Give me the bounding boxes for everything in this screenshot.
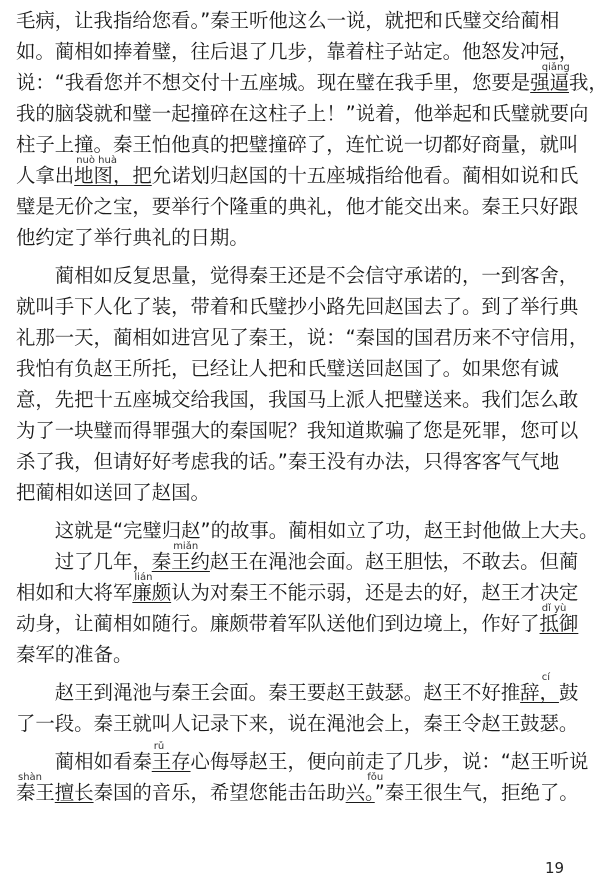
- page-number: 19: [545, 859, 565, 877]
- annotated-word: 地图，把: [74, 164, 152, 187]
- annotated-word: 兴。: [345, 781, 375, 804]
- pinyin-annotation: lián: [134, 572, 153, 583]
- text-line: 礼那一天，蔺相如进宫见了秦王，说：“秦国的国君历来不守信用，: [16, 326, 589, 349]
- pinyin-annotation: shàn: [18, 772, 43, 783]
- pinyin-annotation: fǒu: [367, 772, 384, 783]
- text-line: 意，先把十五座城交给我国，我国马上派人把璧送来。我们怎么敢: [16, 388, 579, 411]
- text-line: 我怕有负赵王所托，已经让人把和氏璧送回赵国了。如果您有诚: [16, 357, 559, 380]
- annotated-word: 抵御: [539, 612, 579, 635]
- text-line: 璧是无价之宝，要举行个隆重的典礼，他才能交出来。秦王只好跟: [16, 195, 579, 218]
- text-line: 蔺相如反复思量，觉得秦王还是不会信守承诺的，一到客舍，: [16, 264, 579, 287]
- annotated-word: 王存: [151, 750, 191, 773]
- text-line: 如。蔺相如捧着璧，往后退了几步，靠着柱子站定。他怒发冲冠，: [16, 40, 579, 63]
- annotated-word: 擅长: [54, 781, 94, 804]
- text-line: 过了几年，秦王约赵王在渑池会面。赵王胆怯，不敢去。但蔺: [16, 550, 579, 573]
- annotated-word: 廉颇: [132, 581, 172, 604]
- pinyin-annotation: qiǎng: [541, 62, 570, 73]
- text-line: 把蔺相如送回了赵国。: [16, 481, 210, 504]
- text-line: 赵王到渑池与秦王会面。秦王要赵王鼓瑟。赵王不好推辞，鼓: [16, 681, 579, 704]
- annotated-word: 秦王约: [151, 550, 210, 573]
- text-line: 柱子上撞。秦王怕他真的把璧撞碎了，连忙说一切都好商量，就叫: [16, 133, 579, 156]
- annotated-word: 辞，: [520, 681, 559, 704]
- text-line: 相如和大将军廉颇认为对秦王不能示弱，还是去的好，赵王才决定: [16, 581, 579, 604]
- text-line: 人拿出地图，把允诺划归赵国的十五座城指给他看。蔺相如说和氏: [16, 164, 579, 187]
- text-line: 这就是“完璧归赵”的故事。蔺相如立了功，赵王封他做上大夫。: [16, 519, 599, 542]
- pinyin-annotation: miǎn: [173, 541, 199, 552]
- text-line: 为了一块璧而得罪强大的秦国呢？我知道欺骗了您是死罪，您可以: [16, 419, 579, 442]
- text-line: 秦军的准备。: [16, 643, 133, 666]
- text-line: 就叫手下人化了装，带着和氏璧抄小路先回赵国去了。到了举行典: [16, 295, 579, 318]
- pinyin-annotation: cí: [541, 672, 551, 683]
- pinyin-annotation: nuò huà: [76, 155, 117, 166]
- text-line: 秦王擅长秦国的音乐，希望您能击缶助兴。”秦王很生气，拒绝了。: [16, 781, 579, 804]
- text-line: 他约定了举行典礼的日期。: [16, 226, 249, 249]
- pinyin-annotation: rǔ: [153, 741, 165, 752]
- pinyin-annotation: dǐ yù: [541, 603, 567, 614]
- text-line: 毛病，让我指给您看。”秦王听他这么一说，就把和氏璧交给蔺相: [16, 9, 560, 32]
- annotated-word: 强逼: [530, 71, 569, 94]
- text-line: 杀了我，但请好好考虑我的话。”秦王没有办法，只得客客气气地: [16, 450, 560, 473]
- text-line: 我的脑袋就和璧一起撞碎在这柱子上！”说着，他举起和氏璧就要向: [16, 102, 589, 125]
- text-line: 动身，让蔺相如随行。廉颇带着军队送他们到边境上，作好了抵御: [16, 612, 579, 635]
- text-line: 说：“我看您并不想交付十五座城。现在璧在我手里，您要是强逼我，: [16, 71, 608, 94]
- text-line: 蔺相如看秦王存心侮辱赵王，便向前走了几步，说：“赵王听说: [16, 750, 589, 773]
- text-line: 了一段。秦王就叫人记录下来，说在渑池会上，秦王令赵王鼓瑟。: [16, 712, 579, 735]
